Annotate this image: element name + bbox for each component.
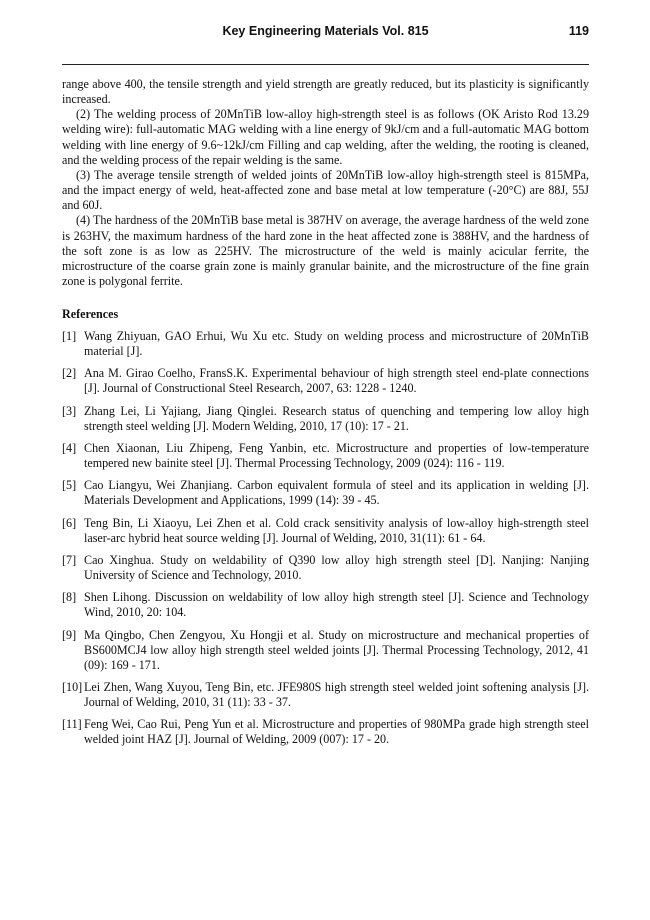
reference-text: Cao Xinghua. Study on weldability of Q390 low alloy high strength steel [D]. Nanjing: Nanjing University of Science and Technology, 2010.	[84, 552, 589, 583]
reference-item	[62, 441, 589, 471]
reference-text: Ma Qingbo, Chen Zengyou, Xu Hongji et al. Study on microstructure and mechanical properties of BS600MCJ4 low alloy high strength steel welded joints [J]. Thermal Processing Technology, 2012, 41 (09): 169 - 171.	[84, 627, 589, 672]
reference-label: [5]	[62, 478, 77, 493]
reference-item	[62, 680, 589, 710]
reference-label: [1]	[62, 329, 77, 343]
reference-item	[62, 329, 589, 359]
reference-label: [4]	[62, 440, 77, 455]
running-header	[62, 24, 589, 44]
reference-text: Chen Xiaonan, Liu Zhipeng, Feng Yanbin, etc. Microstructure and properties of low-temperature tempered new bainite steel [J]. Thermal Processing Technology, 2009 (024): 116 - 119.	[84, 440, 589, 471]
reference-item	[62, 478, 589, 508]
reference-label: [3]	[62, 403, 77, 418]
header-divider	[62, 64, 589, 65]
reference-label: [9]	[62, 627, 77, 642]
conclusion-2: (2) The welding process of 20MnTiB low-alloy high-strength steel is as follows (OK Aristo Rod 13.29 welding wire): full-automatic MAG welding with a line energy of 9kJ/cm and a full-automatic MAG bottom welding with line energy of 9.6~12kJ/cm Filling and cap welding, after the welding, the rooting is cleaned, and the welding process of the repair welding is the same.	[62, 107, 589, 167]
reference-item	[62, 366, 589, 396]
reference-text: Lei Zhen, Wang Xuyou, Teng Bin, etc. JFE980S high strength steel welded joint softening analysis [J]. Journal of Welding, 2010, 31 (11): 33 - 37.	[84, 679, 589, 710]
reference-label: [6]	[62, 515, 77, 530]
conclusions-text	[62, 77, 589, 289]
conclusion-3: (3) The average tensile strength of welded joints of 20MnTiB low-alloy high-strength steel is 815MPa, and the impact energy of weld, heat-affected zone and base metal at low temperature (-20°C) are 88J, 55J and 60J.	[62, 167, 589, 213]
reference-label: [7]	[62, 552, 77, 567]
paragraph-continued: range above 400, the tensile strength and yield strength are greatly reduced, but its plasticity is significantly increased.	[62, 77, 589, 107]
references-list	[62, 329, 589, 755]
reference-text: Zhang Lei, Li Yajiang, Jiang Qinglei. Research status of quenching and tempering low alloy high strength steel welding [J]. Modern Welding, 2010, 17 (10): 17 - 21.	[84, 403, 589, 433]
reference-label: [8]	[62, 590, 77, 605]
reference-label: [11]	[62, 717, 82, 732]
reference-text: Ana M. Girao Coelho, FransS.K. Experimental behaviour of high strength steel end-plate connections [J]. Journal of Constructional Steel Research, 2007, 63: 1228 - 1240.	[84, 366, 589, 396]
journal-title: Key Engineering Materials Vol. 815	[222, 24, 429, 38]
references-heading: References	[62, 307, 119, 321]
reference-item	[62, 590, 589, 620]
reference-text: Shen Lihong. Discussion on weldability of low alloy high strength steel [J]. Science and Technology Wind, 2010, 20: 104.	[84, 590, 589, 620]
reference-item	[62, 717, 589, 747]
reference-label: [10]	[62, 679, 83, 694]
reference-text: Cao Liangyu, Wei Zhanjiang. Carbon equivalent formula of steel and its application in welding [J]. Materials Development and Applications, 1999 (14): 39 - 45.	[84, 478, 589, 508]
reference-text: Wang Zhiyuan, GAO Erhui, Wu Xu etc. Study on welding process and microstructure of 20MnTiB material [J].	[84, 329, 589, 359]
page-number: 119	[568, 24, 589, 38]
reference-item	[62, 553, 589, 583]
reference-text: Feng Wei, Cao Rui, Peng Yun et al. Microstructure and properties of 980MPa grade high strength steel welded joint HAZ [J]. Journal of Welding, 2009 (007): 17 - 20.	[84, 717, 589, 747]
reference-item	[62, 628, 589, 673]
conclusion-4: (4) The hardness of the 20MnTiB base metal is 387HV on average, the average hardness of the weld zone is 263HV, the maximum hardness of the hard zone in the heat affected zone is 388HV, and the hardness of the soft zone is as low as 225HV. The microstructure of the weld is mainly acicular ferrite, the microstructure of the coarse grain zone is mainly granular bainite, and the microstructure of the fine grain zone is polygonal ferrite.	[62, 213, 589, 289]
reference-label: [2]	[62, 366, 77, 381]
reference-text: Teng Bin, Li Xiaoyu, Lei Zhen et al. Cold crack sensitivity analysis of low-alloy high-strength steel laser-arc hybrid heat source welding [J]. Journal of Welding, 2010, 31(11): 61 - 64.	[84, 515, 589, 545]
reference-item	[62, 404, 589, 434]
reference-item	[62, 516, 589, 546]
